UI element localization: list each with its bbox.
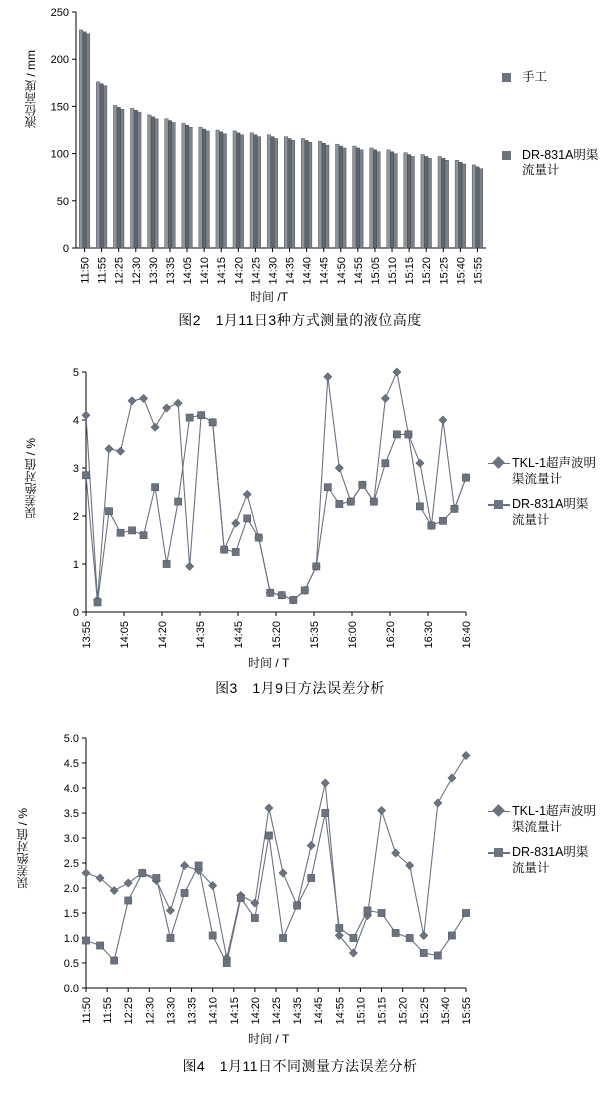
svg-text:0.0: 0.0: [63, 983, 79, 995]
figure-2-ylabel: 液位高度 / mm: [24, 50, 38, 128]
svg-text:15:10: 15:10: [387, 257, 400, 285]
legend-label: TKL-1超声波明渠流量计: [512, 456, 597, 486]
svg-text:2: 2: [72, 511, 79, 523]
svg-text:50: 50: [56, 195, 69, 208]
svg-text:15:05: 15:05: [369, 257, 382, 285]
figure-2-xlabel: 时间 /T: [250, 290, 288, 304]
svg-text:250: 250: [50, 7, 69, 19]
svg-text:14:05: 14:05: [119, 621, 131, 649]
svg-text:14:20: 14:20: [249, 997, 262, 1025]
figure-3-xlabel: 时间 / T: [248, 656, 290, 670]
svg-text:1.5: 1.5: [63, 908, 79, 920]
svg-text:14:20: 14:20: [157, 621, 169, 649]
svg-text:5: 5: [72, 367, 79, 379]
svg-text:15:40: 15:40: [455, 257, 468, 285]
svg-text:12:25: 12:25: [123, 997, 136, 1025]
svg-text:14:25: 14:25: [250, 257, 263, 285]
legend-item: [488, 804, 598, 835]
svg-text:14:30: 14:30: [267, 257, 280, 285]
figure-4-xlabel: 时间 / T: [248, 1032, 290, 1046]
figure-4-plot: [0, 726, 600, 1056]
svg-text:16:20: 16:20: [385, 621, 397, 649]
svg-text:200: 200: [50, 54, 69, 67]
svg-text:13:30: 13:30: [147, 257, 160, 285]
svg-text:14:45: 14:45: [233, 621, 245, 649]
svg-text:12:30: 12:30: [144, 997, 157, 1025]
svg-text:14:20: 14:20: [233, 257, 246, 285]
svg-text:4: 4: [72, 415, 79, 427]
square-line-marker-icon: [488, 497, 510, 511]
svg-text:14:10: 14:10: [207, 997, 220, 1025]
legend-label: DR-831A明渠流量计: [512, 845, 589, 875]
svg-text:3.5: 3.5: [63, 808, 79, 820]
svg-text:14:55: 14:55: [352, 257, 365, 285]
svg-text:5.0: 5.0: [63, 733, 79, 745]
svg-text:14:45: 14:45: [313, 997, 326, 1025]
svg-text:16:30: 16:30: [423, 621, 435, 649]
square-marker-icon: [498, 148, 520, 162]
svg-text:15:25: 15:25: [438, 257, 451, 285]
svg-text:2.5: 2.5: [63, 858, 79, 870]
figure-2-plot: [0, 0, 600, 310]
svg-text:15:15: 15:15: [376, 997, 389, 1025]
figure-2-caption: 图2 1月11日3种方式测量的液位高度: [178, 312, 422, 328]
svg-text:15:10: 15:10: [355, 997, 368, 1025]
legend-label: DR-831A明渠流量计: [522, 147, 599, 178]
svg-text:150: 150: [50, 101, 69, 114]
diamond-line-marker-icon: [488, 804, 510, 818]
svg-text:15:55: 15:55: [461, 997, 473, 1025]
svg-text:14:15: 14:15: [216, 257, 229, 285]
svg-text:4.0: 4.0: [63, 783, 79, 795]
svg-text:16:00: 16:00: [347, 621, 359, 649]
svg-text:12:25: 12:25: [113, 257, 126, 285]
diamond-line-marker-icon: [488, 456, 510, 470]
figure-3-caption: 图3 1月9日方法误差分析: [215, 680, 385, 696]
legend-item: [488, 845, 598, 876]
svg-text:14:25: 14:25: [271, 997, 283, 1025]
figure-4: [0, 726, 600, 1086]
figure-4-ylabel: 误差绝对值 / %: [16, 808, 30, 889]
svg-text:14:10: 14:10: [199, 257, 212, 285]
svg-text:15:35: 15:35: [309, 621, 321, 649]
figure-2-legend: [498, 70, 600, 189]
svg-text:15:20: 15:20: [397, 997, 410, 1025]
svg-text:4.5: 4.5: [63, 758, 79, 770]
legend-item: [498, 148, 600, 179]
svg-text:1.0: 1.0: [63, 933, 79, 945]
svg-text:3.0: 3.0: [63, 833, 79, 845]
svg-text:13:35: 13:35: [186, 997, 199, 1025]
legend-item: [498, 70, 600, 86]
svg-text:0: 0: [62, 243, 69, 255]
svg-text:0: 0: [72, 607, 79, 619]
svg-text:15:20: 15:20: [271, 621, 283, 649]
svg-text:15:25: 15:25: [418, 997, 431, 1025]
svg-text:13:35: 13:35: [164, 257, 177, 285]
svg-text:0.5: 0.5: [63, 958, 79, 970]
svg-text:100: 100: [50, 148, 69, 161]
svg-text:11:55: 11:55: [96, 257, 109, 284]
legend-item: [488, 497, 598, 528]
svg-text:15:20: 15:20: [421, 257, 434, 285]
svg-text:14:15: 14:15: [228, 997, 241, 1025]
figure-4-legend: [488, 804, 598, 887]
figure-4-caption: 图4 1月11日不同测量方法误差分析: [182, 1058, 418, 1074]
svg-text:15:40: 15:40: [439, 997, 452, 1025]
figure-3-plot: [0, 360, 600, 678]
svg-text:11:55: 11:55: [102, 997, 115, 1024]
svg-text:12:30: 12:30: [130, 257, 143, 285]
square-marker-icon: [498, 70, 520, 84]
svg-text:14:35: 14:35: [195, 621, 207, 649]
figure-3: [0, 360, 600, 710]
svg-text:11:50: 11:50: [81, 997, 93, 1024]
square-line-marker-icon: [488, 845, 510, 859]
svg-text:11:50: 11:50: [79, 257, 92, 284]
svg-text:13:30: 13:30: [165, 997, 178, 1025]
svg-text:14:05: 14:05: [182, 257, 195, 285]
figure-3-legend: [488, 456, 598, 539]
svg-text:14:40: 14:40: [301, 257, 314, 285]
svg-text:15:15: 15:15: [404, 257, 417, 285]
svg-text:14:55: 14:55: [334, 997, 347, 1025]
legend-item: [488, 456, 598, 487]
svg-text:1: 1: [72, 559, 79, 571]
svg-text:13:55: 13:55: [81, 621, 93, 649]
svg-text:3: 3: [72, 463, 79, 475]
svg-text:14:50: 14:50: [335, 257, 348, 285]
svg-text:14:35: 14:35: [284, 257, 297, 285]
figure-4-canvas: [0, 726, 600, 1056]
svg-text:16:40: 16:40: [461, 621, 473, 649]
svg-text:14:45: 14:45: [318, 257, 331, 285]
legend-label: DR-831A明渠流量计: [512, 497, 589, 527]
figure-3-ylabel: 误差绝对值 / %: [24, 438, 38, 519]
figure-2: [0, 0, 600, 344]
svg-text:15:55: 15:55: [472, 257, 485, 285]
svg-text:14:35: 14:35: [292, 997, 305, 1025]
svg-text:2.0: 2.0: [63, 883, 79, 895]
legend-label: TKL-1超声波明渠流量计: [512, 804, 597, 834]
legend-label: 手工: [522, 70, 548, 84]
